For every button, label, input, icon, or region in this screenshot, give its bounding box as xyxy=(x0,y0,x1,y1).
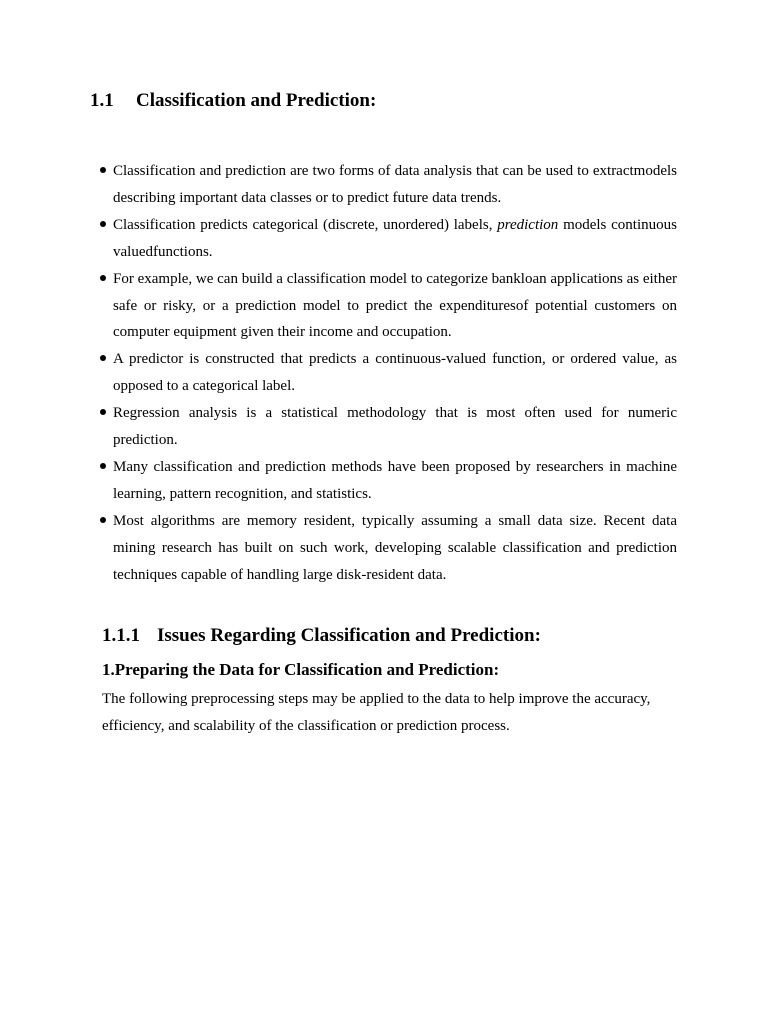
bullet-icon xyxy=(100,355,106,361)
bullet-icon xyxy=(100,517,106,523)
bullet-text: A predictor is constructed that predicts a continuous-valued function, or ordered value, as opposed to a categorical label. xyxy=(113,351,677,395)
bullet-icon xyxy=(100,167,106,173)
bullet-item xyxy=(100,158,677,212)
emphasized-term: prediction xyxy=(497,216,559,233)
bullet-icon xyxy=(100,463,106,469)
bullet-icon xyxy=(100,221,106,227)
section-number: 1.1 xyxy=(90,90,114,111)
bullet-item xyxy=(100,508,677,589)
bullet-icon xyxy=(100,275,106,281)
bullet-item xyxy=(100,266,677,347)
subsection-title: Issues Regarding Classification and Prediction: xyxy=(157,625,541,646)
bullet-item xyxy=(100,454,677,508)
bullet-item xyxy=(100,346,677,400)
bullet-text: Most algorithms are memory resident, typically assuming a small data size. Recent data mining research has built on such work, developing scalable classification and prediction techniques capable of handling large disk-resident data. xyxy=(113,512,677,583)
section-title: Classification and Prediction: xyxy=(136,90,377,111)
subheading: 1.Preparing the Data for Classification and Prediction: xyxy=(102,660,500,679)
section-heading xyxy=(90,89,376,113)
subsection-heading xyxy=(102,623,541,649)
subsection-number: 1.1.1 xyxy=(102,625,140,646)
body-paragraph: The following preprocessing steps may be applied to the data to help improve the accuracy, efficiency, and scalability of the classification or prediction process. xyxy=(102,691,651,734)
bullet-text: models continuous valuedfunctions. xyxy=(113,216,677,260)
bullet-item xyxy=(100,212,677,266)
bullet-item xyxy=(100,400,677,454)
bullet-icon xyxy=(100,409,106,415)
bullet-text: Classification and prediction are two forms of data analysis that can be used to extractmodels describing important data classes or to predict future data trends. xyxy=(113,163,677,206)
bullet-text: Regression analysis is a statistical methodology that is most often used for numeric prediction. xyxy=(113,405,677,449)
bullet-list xyxy=(100,158,677,589)
bullet-text: Many classification and prediction methods have been proposed by researchers in machine learning, pattern recognition, and statistics. xyxy=(113,458,677,502)
bullet-text: For example, we can build a classification model to categorize bankloan applications as either safe or risky, or a prediction model to predict the expendituresof potential customers on computer equipment given their income and occupation. xyxy=(113,270,677,341)
bullet-text: Classification predicts categorical (discrete, unordered) labels, xyxy=(113,216,498,233)
